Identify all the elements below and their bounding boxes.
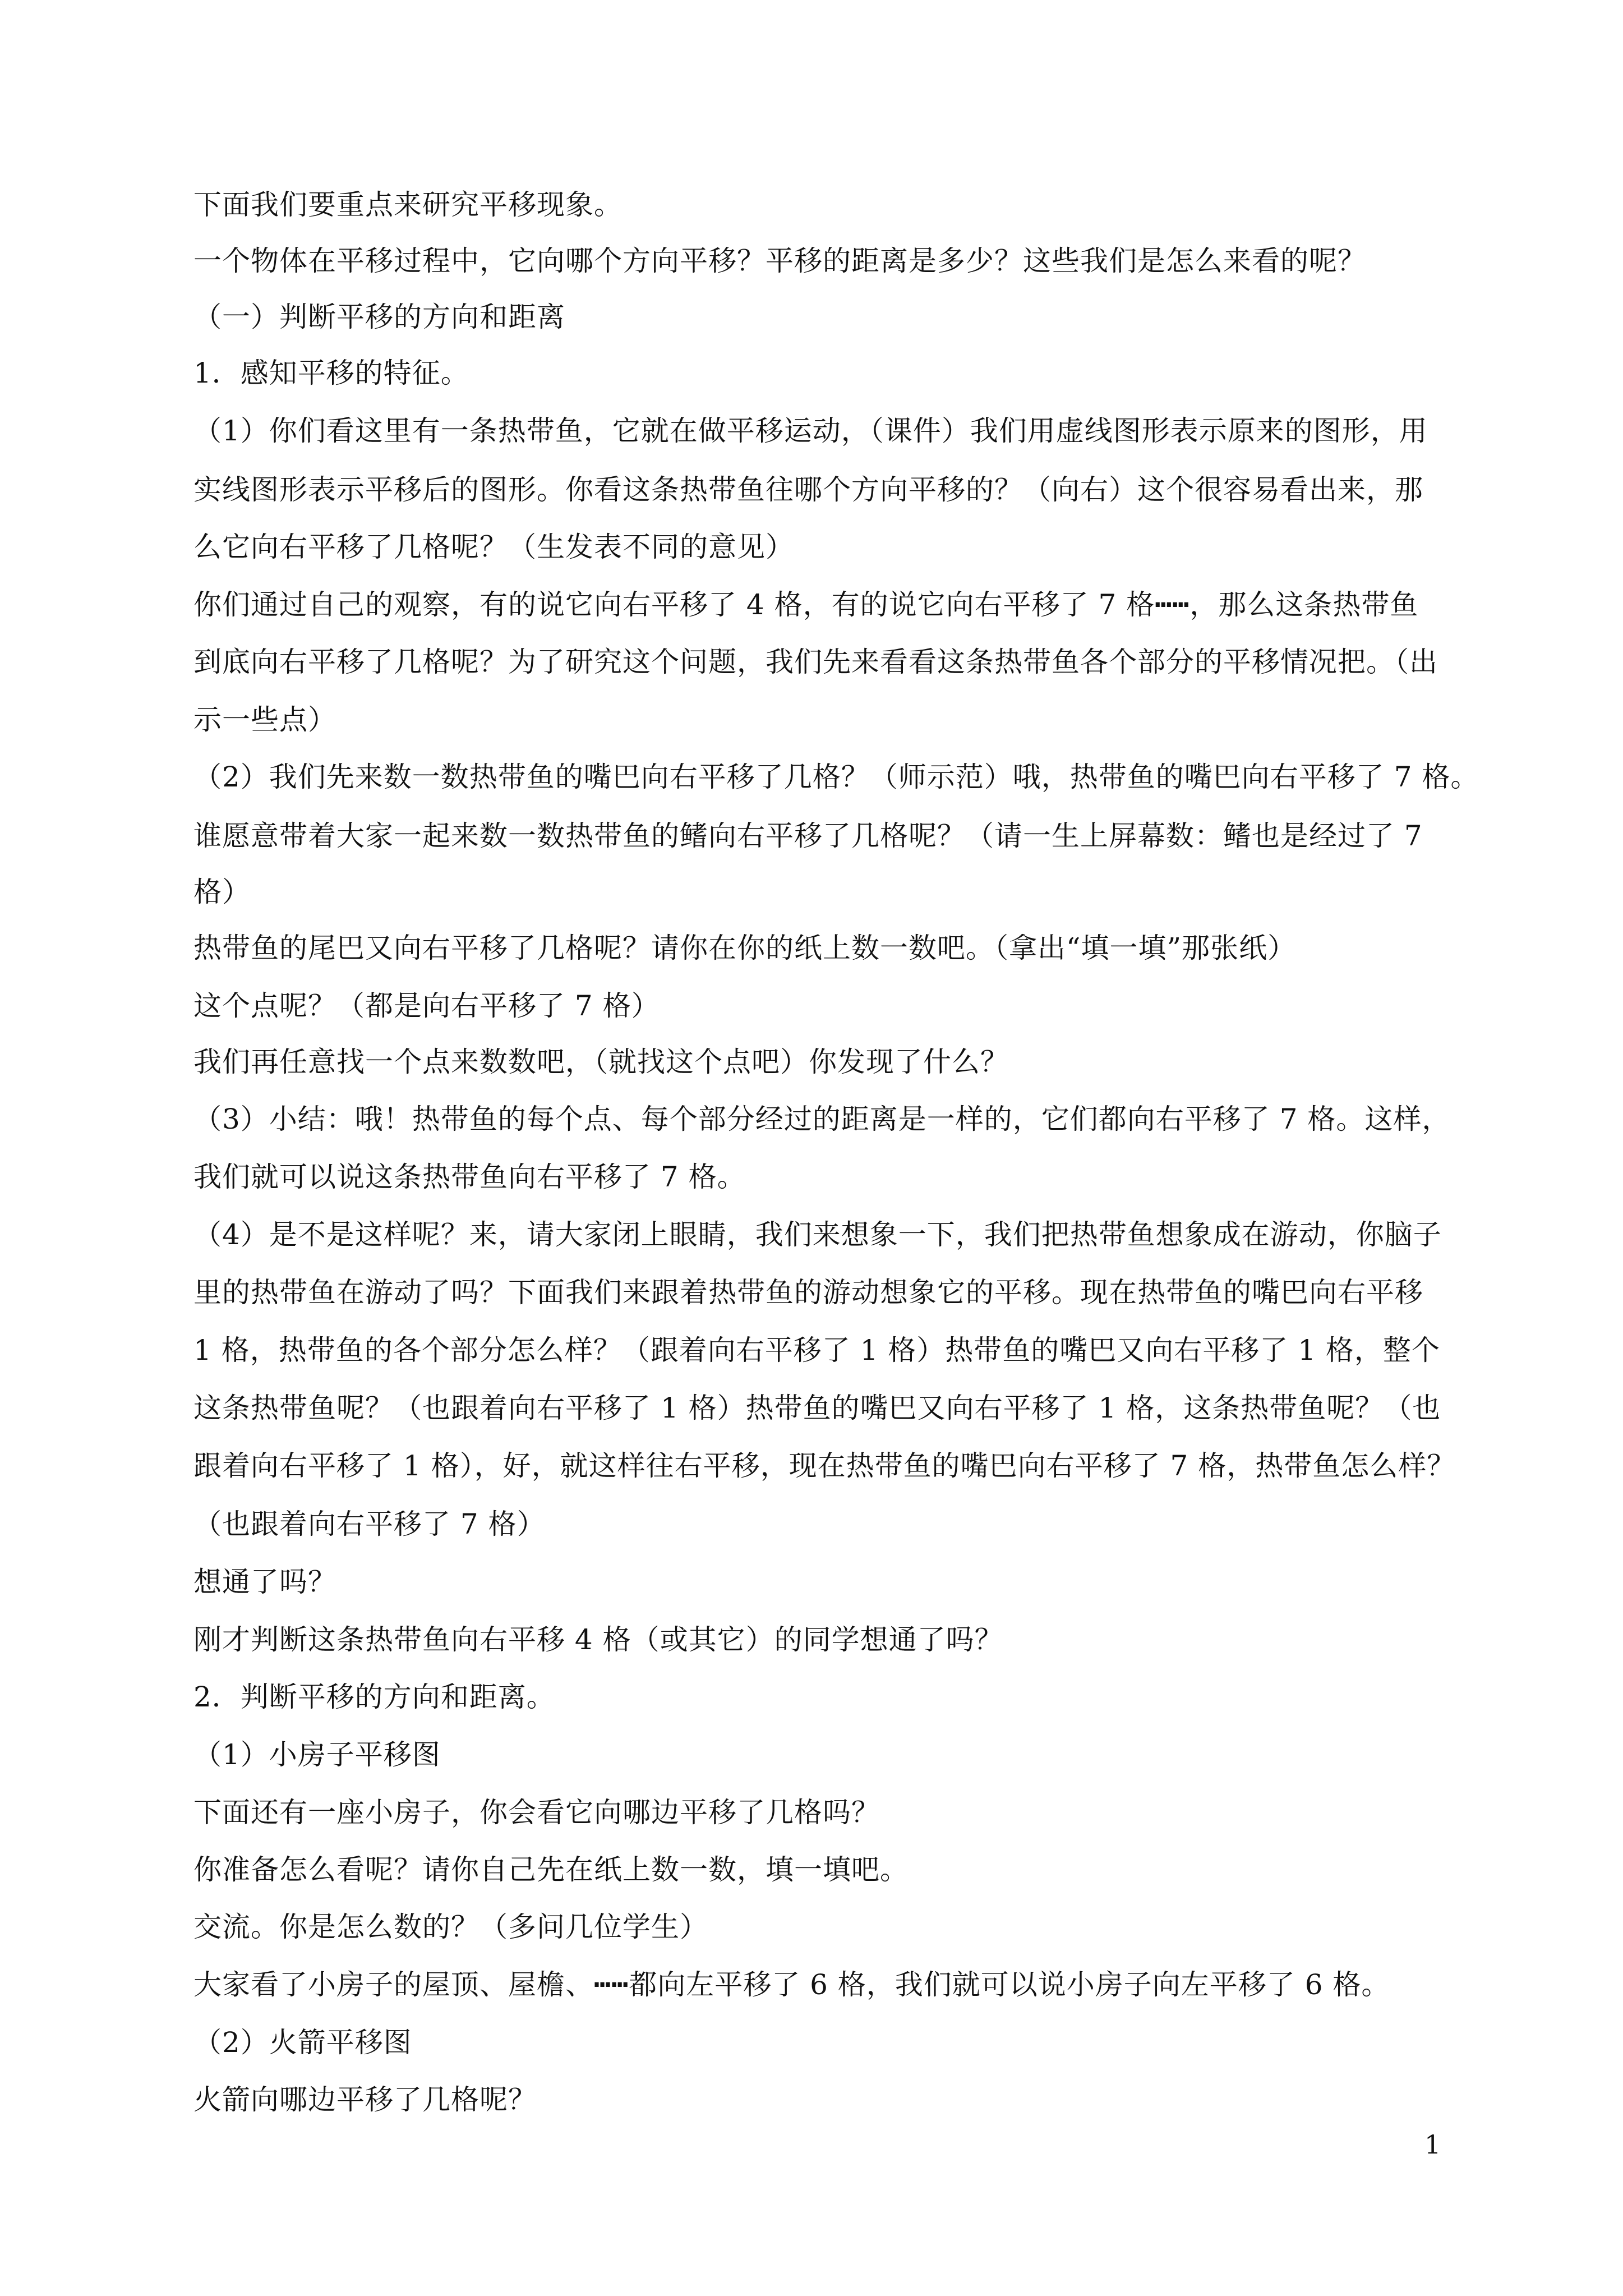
subsection-heading: 2．判断平移的方向和距离。: [193, 1681, 555, 1713]
text-line: 这条热带鱼呢？（也跟着向右平移了 1 格）热带鱼的嘴巴又向右平移了 1 格，这条热带鱼呢？（也: [193, 1392, 1441, 1424]
text-line: （也跟着向右平移了 7 格）: [193, 1508, 546, 1540]
text-line: 你准备怎么看呢？请你自己先在纸上数一数，填一填吧。: [193, 1853, 909, 1886]
text-line: （1）小房子平移图: [193, 1738, 441, 1771]
text-line: （1）你们看这里有一条热带鱼，它就在做平移运动，（课件）我们用虚线图形表示原来的图形，用: [193, 415, 1428, 447]
text-line: （4）是不是这样呢？来，请大家闭上眼睛，我们来想象一下，我们把热带鱼想象成在游动，你脑子: [193, 1218, 1442, 1251]
text-line: 示一些点）: [193, 703, 336, 736]
text-line: 这个点呢？（都是向右平移了 7 格）: [193, 990, 660, 1022]
text-line: （3）小结：哦！热带鱼的每个点、每个部分经过的距离是一样的，它们都向右平移了 7 格。这样，: [193, 1103, 1451, 1135]
text-line: 刚才判断这条热带鱼向右平移 4 格（或其它）的同学想通了吗？: [193, 1623, 1003, 1656]
text-line: （2）火箭平移图: [193, 2026, 412, 2059]
text-line: 我们再任意找一个点来数数吧，（就找这个点吧）你发现了什么？: [193, 1046, 1009, 1078]
text-line: 里的热带鱼在游动了吗？下面我们来跟着热带鱼的游动想象它的平移。现在热带鱼的嘴巴向右平移: [193, 1276, 1423, 1309]
text-line: 到底向右平移了几格呢？为了研究这个问题，我们先来看看这条热带鱼各个部分的平移情况把。（出: [193, 646, 1438, 678]
text-line: 下面我们要重点来研究平移现象。: [193, 188, 623, 221]
text-line: 么它向右平移了几格呢？（生发表不同的意见）: [193, 531, 794, 563]
text-line: 你们通过自己的观察，有的说它向右平移了 4 格，有的说它向右平移了 7 格┅┅，那么这条热带鱼: [193, 588, 1419, 621]
text-line: （2）我们先来数一数热带鱼的嘴巴向右平移了几格？（师示范）哦，热带鱼的嘴巴向右平移了 7 格。: [193, 761, 1479, 793]
text-line: 热带鱼的尾巴又向右平移了几格呢？请你在你的纸上数一数吧。（拿出“填一填”那张纸）: [193, 932, 1297, 964]
text-line: 想通了吗？: [193, 1566, 336, 1598]
text-line: 大家看了小房子的屋顶、屋檐、┅┅都向左平移了 6 格，我们就可以说小房子向左平移了 6 格。: [193, 1968, 1390, 2001]
text-line: 实线图形表示平移后的图形。你看这条热带鱼往哪个方向平移的？（向右）这个很容易看出来，那: [193, 473, 1423, 506]
text-line: 下面还有一座小房子，你会看它向哪边平移了几格吗？: [193, 1796, 880, 1829]
text-line: 我们就可以说这条热带鱼向右平移了 7 格。: [193, 1161, 746, 1193]
text-line: 1 格，热带鱼的各个部分怎么样？（跟着向右平移了 1 格）热带鱼的嘴巴又向右平移了 1 格，整个: [193, 1334, 1440, 1366]
page-number: 1: [1424, 2129, 1441, 2160]
text-line: 交流。你是怎么数的？（多问几位学生）: [193, 1911, 708, 1943]
text-line: 谁愿意带着大家一起来数一数热带鱼的鳍向右平移了几格呢？（请一生上屏幕数：鳍也是经过了 7: [193, 820, 1423, 852]
section-heading: （一）判断平移的方向和距离: [193, 301, 565, 333]
text-line: 火箭向哪边平移了几格呢？: [193, 2083, 537, 2116]
subsection-heading: 1．感知平移的特征。: [193, 357, 469, 389]
text-line: 跟着向右平移了 1 格），好，就这样往右平移，现在热带鱼的嘴巴向右平移了 7 格，热带鱼怎么样？: [193, 1450, 1456, 1482]
text-line: 一个物体在平移过程中，它向哪个方向平移？平移的距离是多少？这些我们是怎么来看的呢？: [193, 245, 1366, 277]
text-line: 格）: [193, 876, 251, 908]
